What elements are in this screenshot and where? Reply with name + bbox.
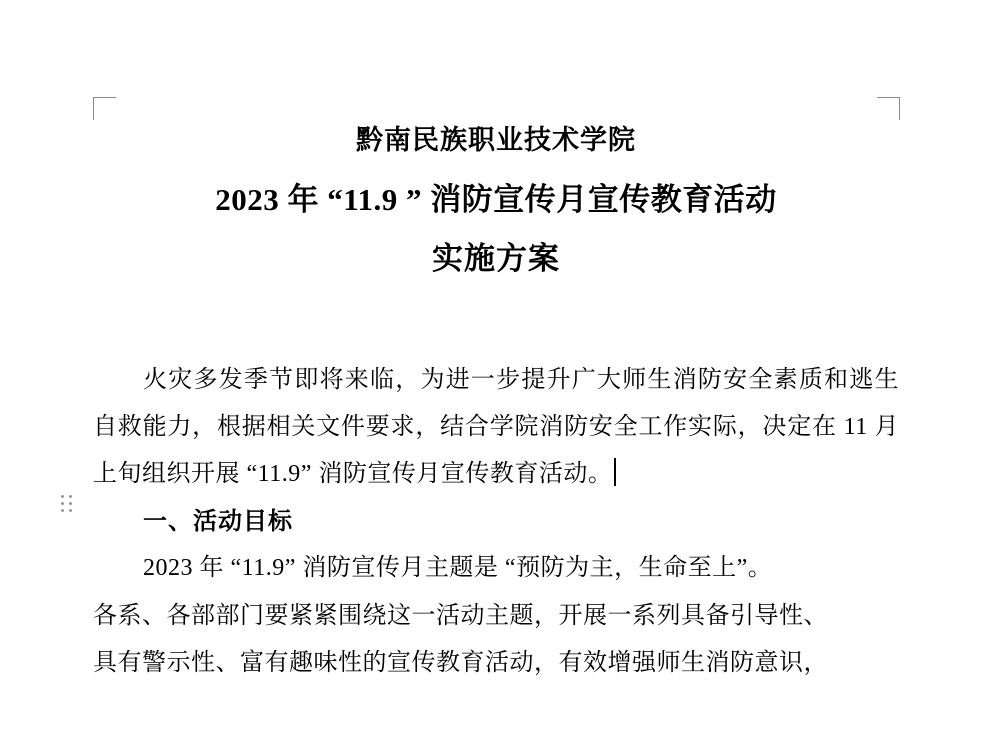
text-caret bbox=[614, 458, 616, 486]
grip-dot bbox=[69, 502, 72, 505]
grip-dot bbox=[61, 495, 64, 498]
intro-paragraph-text: 火灾多发季节即将来临，为进一步提升广大师生消防安全素质和逃生自救能力，根据相关文件要求，结合学院消防安全工作实际，决定在 11 月上旬组织开展 “11.9” 消防宣传月宣传教育活动。 bbox=[93, 367, 899, 488]
document-title-line-2: 2023 年 “11.9 ” 消防宣传月宣传教育活动 bbox=[215, 182, 777, 218]
section-heading-1: 一、活动目标 bbox=[143, 508, 293, 536]
document-title-line-1: 黔南民族职业技术学院 bbox=[356, 125, 636, 155]
document-text-body[interactable] bbox=[93, 110, 899, 686]
grip-dot bbox=[61, 509, 64, 512]
section-1-paragraph-3: 具有警示性、富有趣味性的宣传教育活动，有效增强师生消防意识， bbox=[93, 649, 828, 677]
document-title-line-3: 实施方案 bbox=[432, 240, 560, 276]
paragraph-drag-handle[interactable] bbox=[60, 493, 73, 515]
section-1-paragraph-1: 2023 年 “11.9” 消防宣传月主题是 “预防为主，生命至上”。 bbox=[143, 555, 773, 582]
grip-dot bbox=[69, 509, 72, 512]
intro-paragraph bbox=[93, 357, 899, 498]
grip-dot bbox=[61, 502, 64, 505]
section-1-paragraph-2: 各系、各部部门要紧紧围绕这一活动主题，开展一系列具备引导性、 bbox=[93, 602, 828, 630]
grip-dot bbox=[69, 495, 72, 498]
